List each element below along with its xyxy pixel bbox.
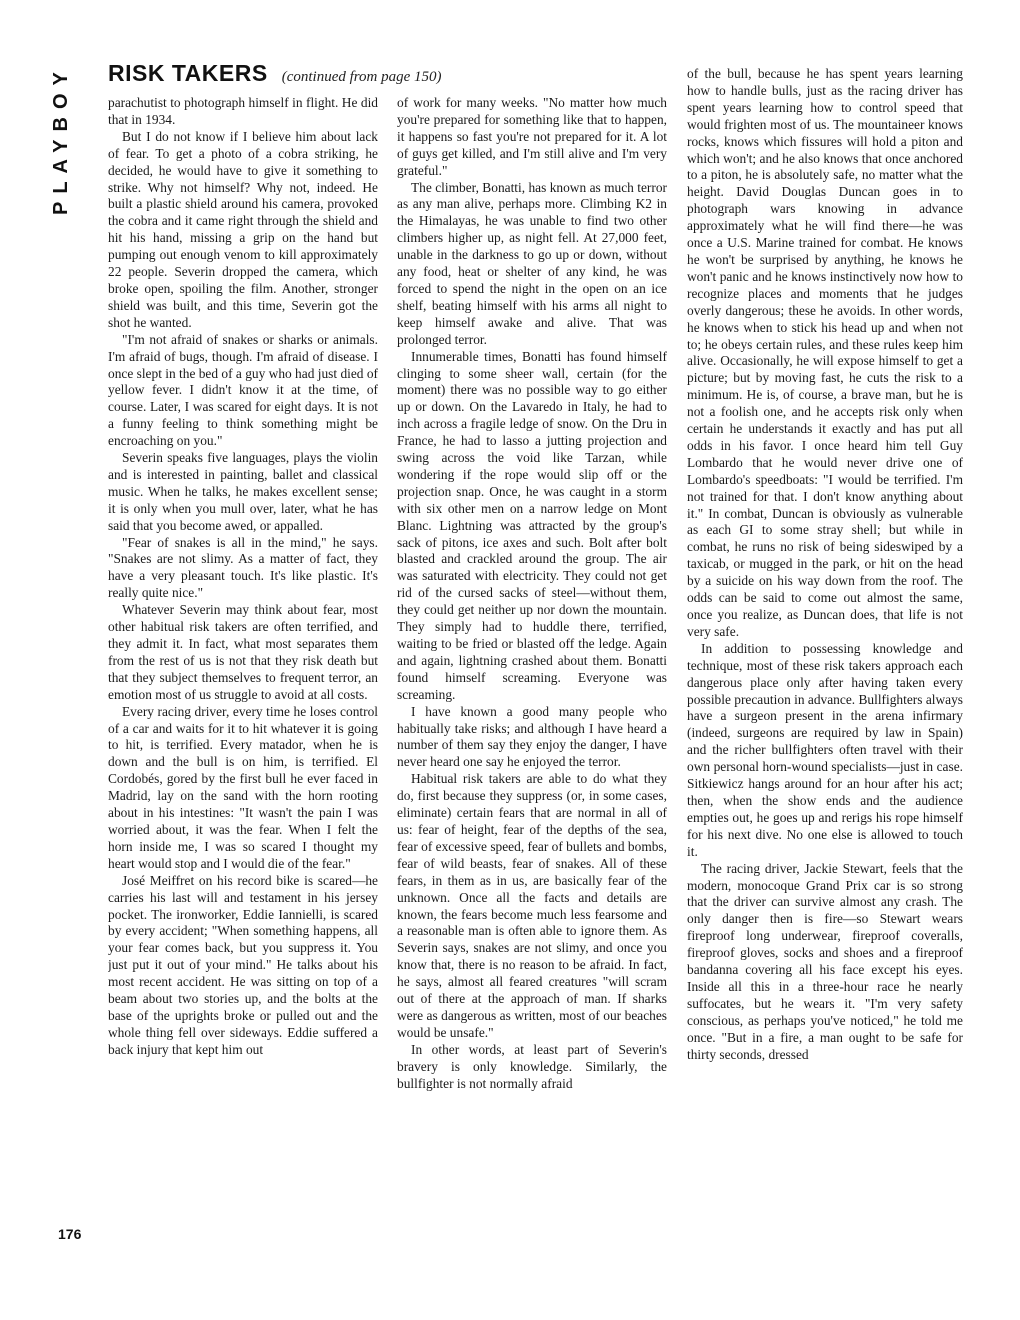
paragraph: "Fear of snakes is all in the mind," he says. "Snakes are not slimy. As a matter of fact, they have a very pleasant touch. It's like plastic. It's really quite nice." (108, 534, 378, 601)
paragraph: Whatever Severin may think about fear, most other habitual risk takers are often terrified, and they admit it. In fact, what most separates them from the rest of us is not that they risk death but that they subject themselves to frequent terror, an emotion most of us struggle to avoid at all costs. (108, 602, 378, 702)
paragraph: of the bull, because he has spent years learning how to handle bulls, just as the racing driver has spent years learning how to control speed that would frighten most of us. The mountaineer knows rocks, knows which fissures will hold a piton and which won't; and he also knows that once anchored to a piton, he is absolutely safe, no matter what the height. David Douglas Duncan goes in to photograph wars knowing in advance approximately what he will find there—he was once a U.S. Marine trained for combat. He knows he won't be surprised by anything, he knows he won't panic and he knows instinctively now how to recognize places and moments that he judges overly dangerous; these he avoids. In other words, he knows when to stick his head up and when not to; he obeys certain rules, and these rules keep him alive. Occasionally, he will expose himself to get a picture; but by moving fast, he cuts the risk to a minimum. He is, of course, a brave man, but he is not a foolish one, and he accepts risk only when certain he understands it exactly and has put all odds in his favor. I once heard him tell Guy Lombardo that he would never drive one of Lombardo's speedboats: "I would be terrified. I'm not trained for that. I don't know anything about it." In combat, Duncan is obviously as vulnerable as each GI to some stray shell; but while in combat, he runs no risk of being sideswiped by a taxicab, or mugged in the park, or hit on the head by a suicide on his way down from the roof. The odds can be said to come out almost the same, once you realize, as Duncan does, that life is not very safe. (687, 66, 963, 639)
paragraph: Every racing driver, every time he loses control of a car and waits for it to hit whatever it is going to hit, is terrified. Every matador, when he is down and the bull is on him, is terrified. El Cordobés, gored by the first bull he ever faced in Madrid, lay on the sand with the horn rooting about in his intestines: "It wasn't the pain I was worried about, it was the fear. When I felt the horn inside me, I was so scared I thought my heart would stop and I would die of the fear." (108, 703, 378, 871)
paragraph: Innumerable times, Bonatti has found himself clinging to some sheer wall, certain (for the moment) there was no possible way to go either up or down. On the Lavaredo in Italy, he had to inch across a fragile ledge of snow. On the Dru in France, he had to lasso a jutting projection and swing across the void like Tarzan, while wondering if the rope would slip off or the projection snap. Once, he was caught in a storm with six other men on a narrow ledge on Mont Blanc. Lightning was attracted by the group's sack of pitons, ice axes and such. Bolt after bolt blasted and crackled around the group. The air was saturated with electricity. They could not get rid of the cursed sacks of steel—without them, they could get neither up nor down the mountain. They simply had to huddle there, terrified, waiting to be fried or blasted off the ledge. Again and again, lightning crashed about them. Bonatti found himself screaming. Everyone was screaming. (397, 348, 667, 702)
text-column-1 (108, 95, 378, 1295)
page-number: 176 (58, 1226, 82, 1242)
magazine-sidebar (50, 64, 74, 354)
paragraph: parachutist to photograph himself in flight. He did that in 1934. (108, 95, 378, 127)
paragraph: But I do not know if I believe him about lack of fear. To get a photo of a cobra striking, he decided, he would have to give it something to strike. Why not himself? Why not, indeed. He built a plastic shield around his camera, provoked the cobra and it came right through the shield and hit his hand, missing a grip on the hand but pumping out enough venom to kill approximately 22 people. Severin dropped the camera, which broke open, spoiling the film. Another, stronger shield was built, and this time, Severin got the shot he wanted. (108, 128, 378, 330)
paragraph: In other words, at least part of Severin's bravery is only knowledge. Similarly, the bullfighter is not normally afraid (397, 1041, 667, 1091)
text-column-2 (397, 95, 667, 1295)
paragraph: I have known a good many people who habitually take risks; and although I have heard a number of them say they enjoy the danger, I have never heard one say he enjoyed the terror. (397, 703, 667, 770)
paragraph: Severin speaks five languages, plays the violin and is interested in painting, ballet and classical music. When he talks, he makes excellent sense; it is only when you mull over, later, what he has said that you become awed, or appalled. (108, 450, 378, 533)
continued-note: (continued from page 150) (281, 69, 442, 85)
paragraph: The racing driver, Jackie Stewart, feels that the modern, monocoque Grand Prix car is so strong that the driver can survive almost any crash. The only danger then is fire—so Stewart wears fireproof long underwear, fireproof coveralls, fireproof gloves, socks and shoes and a fireproof bandanna covering all his face except his eyes. Inside all this in a three-hour race he nearly suffocates, but he wears it. "I'm very safety conscious, as perhaps you've noticed," he told me once. "But in a fire, a man ought to be safe for thirty seconds, dressed (687, 860, 963, 1062)
paragraph: José Meiffret on his record bike is scared—he carries his last will and testament in his jersey pocket. The ironworker, Eddie Iannielli, is scared by every accident; "When something happens, all your fear comes back, but you suppress it. You just put it out of your mind." He talks about his most recent accident. He was sitting on top of a beam about two stories up, and the bolts at the base of the uprights broke or pulled out and the whole thing fell over sideways. Eddie suffered a back injury that kept him out (108, 872, 378, 1057)
paragraph: In addition to possessing knowledge and technique, most of these risk takers approach each dangerous place only after having taken every possible precaution in advance. Bullfighters always have a surgeon present in the arena infirmary (indeed, surgeons are required by law in Spain) and the richer bullfighters often travel with their own personal horn-wound specialists—just in case. Sitkiewicz hangs around for an hour after his act; then, when the show ends and the audience empties out, he goes up and rerigs his rope himself for his next dive. No one else is allowed to touch it. (687, 640, 963, 859)
article-title: RISK TAKERS (108, 60, 268, 86)
magazine-name: PLAYBOY (50, 64, 72, 215)
paragraph: The climber, Bonatti, has known as much terror as any man alive, perhaps more. Climbing K2 in the Himalayas, he was unable to find two other climbers higher up, as night fell. At 27,000 feet, unable in the darkness to go up or down, without any food, heat or shelter of any kind, he was forced to spend the night in the open on an ice shelf, beating himself with his arms all night to keep himself awake and alive. That was prolonged terror. (397, 179, 667, 347)
article-header (108, 60, 708, 92)
paragraph: of work for many weeks. "No matter how much you're prepared for something like that to happen, it happens so fast you're not prepared for it. A lot of guys get killed, and I'm still alive and I'm very grateful." (397, 95, 667, 178)
text-column-3 (687, 66, 963, 1296)
paragraph: "I'm not afraid of snakes or sharks or animals. I'm afraid of bugs, though. I'm afraid of disease. I once slept in the bed of a guy who had just died of yellow fever. I didn't know it at the time, of course. Later, I was scared for eight days. It is not a funny feeling to think something might be encroaching on you." (108, 331, 378, 449)
paragraph: Habitual risk takers are able to do what they do, first because they suppress (or, in some cases, eliminate) certain fears that are normal in all of us: fear of height, fear of the depths of the sea, fear of excessive speed, fear of bullets and bombs, fear of wild beasts, fear of snakes. All of these fears, in them as in us, are basically fear of the unknown. Once all the facts and details are known, the fears become much less fearsome and a reasonable man is often able to ignore them. As Severin says, snakes are not slimy, and once you know that, there is no reason to be afraid. In fact, he says, almost all feared creatures "will scram out of there at the approach of man. If sharks were as dangerous as written, most of our beaches would be unsafe." (397, 771, 667, 1040)
